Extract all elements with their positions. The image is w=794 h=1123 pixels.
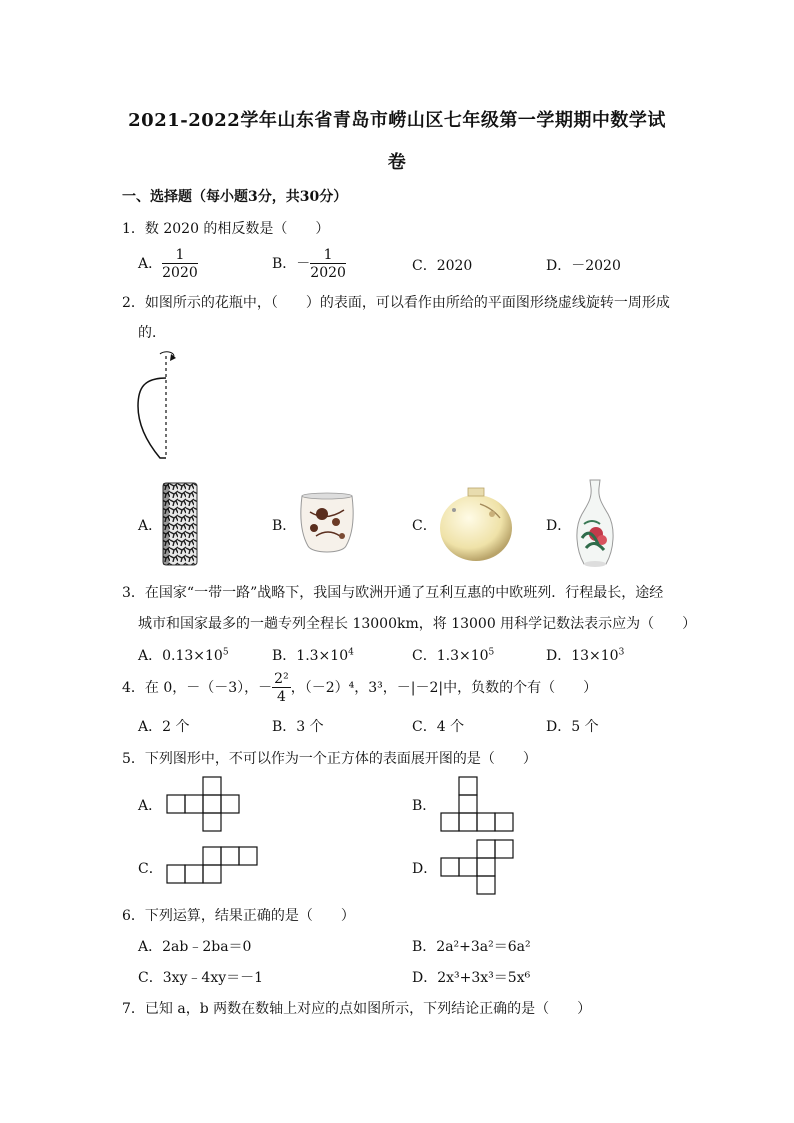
question-4-suffix: ，（－2）⁴，3³，－|－2|中，负数的个有（ ） xyxy=(290,680,598,696)
q3-option-b-exponent: 4 xyxy=(348,647,354,658)
q1-option-a[interactable] xyxy=(138,248,198,280)
q2-option-c[interactable]: C． xyxy=(412,518,437,534)
q4-option-d[interactable]: D．5 个 xyxy=(546,719,599,735)
q3-option-c-exponent: 5 xyxy=(488,647,495,658)
q6-option-d[interactable]: D．2x³+3x³＝5x⁶ xyxy=(412,970,531,986)
q1-option-a-fraction xyxy=(162,248,198,280)
q3-option-a-base: A．0.13×10 xyxy=(138,648,223,664)
q1-option-a-label: A． xyxy=(138,256,163,272)
cube-net-c xyxy=(166,846,258,884)
floral-bowl-vase-icon xyxy=(296,492,358,560)
q1-option-b-label: B．－ xyxy=(272,256,311,272)
q4-option-c[interactable]: C．4 个 xyxy=(412,719,465,735)
q1-option-b-fraction xyxy=(310,248,346,280)
question-5-text: 5．下列图形中，不可以作为一个正方体的表面展开图的是（ ） xyxy=(122,751,537,767)
q1-option-b[interactable] xyxy=(272,248,346,280)
q3-option-d-base: D．13×10 xyxy=(546,648,619,664)
q4-option-a[interactable]: A．2 个 xyxy=(138,719,190,735)
section-heading-multiple-choice: 一、选择题（每小题3分，共30分） xyxy=(122,189,348,205)
cube-net-a xyxy=(166,776,240,832)
question-3-text-line1: 3．在国家“一带一路”战略下，我国与欧洲开通了互利互惠的中欧班列．行程最长，途经 xyxy=(122,585,664,601)
fraction-denominator: 2020 xyxy=(310,265,346,281)
tall-peony-vase-icon xyxy=(572,478,618,570)
q3-option-b[interactable] xyxy=(272,645,354,665)
fraction-numerator: 1 xyxy=(310,248,346,264)
question-1-text: 1．数 2020 的相反数是（ ） xyxy=(122,221,330,237)
rotation-figure xyxy=(130,348,190,463)
fraction-denominator: 4 xyxy=(276,689,286,705)
question-7-text: 7．已知 a，b 两数在数轴上对应的点如图所示，下列结论正确的是（ ） xyxy=(122,1001,592,1017)
q1-option-c[interactable]: C．2020 xyxy=(412,258,473,274)
q3-option-c[interactable] xyxy=(412,645,494,665)
question-2-text-line2: 的． xyxy=(138,325,166,341)
q5-option-d[interactable]: D． xyxy=(412,861,438,877)
q6-option-c[interactable]: C．3xy﹣4xy＝－1 xyxy=(138,970,264,986)
question-4-text xyxy=(122,672,597,704)
q3-option-a-exponent: 5 xyxy=(222,647,229,658)
cylinder-crackle-vase-icon xyxy=(162,482,198,566)
fraction-denominator: 2020 xyxy=(162,265,198,281)
cube-net-b xyxy=(440,776,514,832)
q3-option-d[interactable] xyxy=(546,645,624,665)
exam-title-line1: 2021-2022学年山东省青岛市崂山区七年级第一学期期中数学试 xyxy=(128,110,666,131)
q2-option-a[interactable]: A． xyxy=(138,518,163,534)
fraction-numerator: 2² xyxy=(274,671,289,687)
q3-option-a[interactable] xyxy=(138,645,229,665)
q1-option-d[interactable]: D．－2020 xyxy=(546,258,621,274)
question-6-text: 6．下列运算，结果正确的是（ ） xyxy=(122,908,355,924)
round-gourd-vase-icon xyxy=(436,484,516,564)
q6-option-a[interactable]: A．2ab﹣2ba＝0 xyxy=(138,939,252,955)
cube-net-d xyxy=(440,839,514,895)
exam-title-line2: 卷 xyxy=(387,152,407,173)
q5-option-c[interactable]: C． xyxy=(138,861,163,877)
q3-option-b-base: B．1.3×10 xyxy=(272,648,349,664)
q4-option-b[interactable]: B．3 个 xyxy=(272,719,324,735)
question-4-fraction xyxy=(272,672,291,704)
q5-option-a[interactable]: A． xyxy=(138,798,163,814)
q2-option-b[interactable]: B． xyxy=(272,518,297,534)
q5-option-b[interactable]: B． xyxy=(412,798,437,814)
question-3-text-line2: 城市和国家最多的一趟专列全程长 13000km，将 13000 用科学记数法表示应为（ ） xyxy=(138,616,697,632)
q6-option-b[interactable]: B．2a²+3a²＝6a² xyxy=(412,939,531,955)
q3-option-c-base: C．1.3×10 xyxy=(412,648,489,664)
fraction-numerator: 1 xyxy=(162,248,198,264)
question-2-text-line1: 2．如图所示的花瓶中，（ ）的表面，可以看作由所给的平面图形绕虚线旋转一周形成 xyxy=(122,295,670,311)
q3-option-d-exponent: 3 xyxy=(618,647,625,658)
question-4-prefix: 4．在 0，－（－3），－ xyxy=(122,680,273,696)
q2-option-d[interactable]: D． xyxy=(546,518,572,534)
